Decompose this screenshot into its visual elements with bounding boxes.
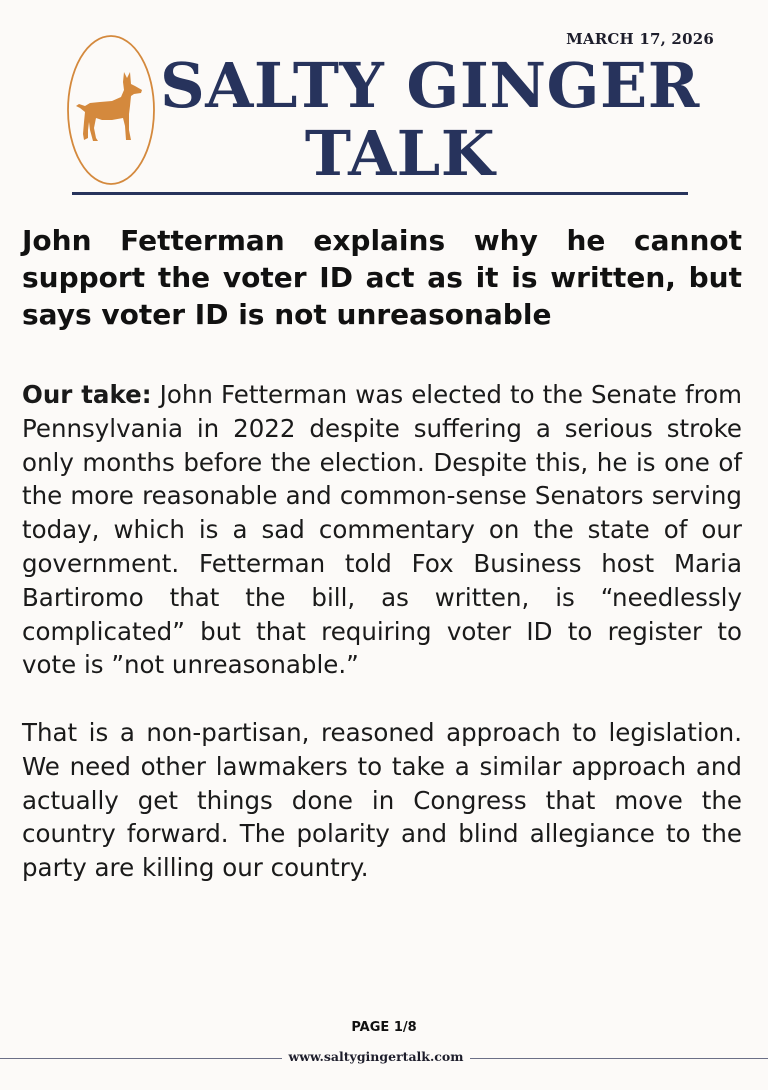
article-paragraph-1 — [22, 378, 742, 682]
paragraph-1-text: John Fetterman was elected to the Senate from Pennsylvania in 2022 despite suffering a serious stroke only months before the election. Despite this, he is one of the more reasonable and common-sense Senators serving today, which is a sad commentary on the state of our government. Fetterman told Fox Business host Maria Bartiromo that the bill, as written, is “needlessly complicated” but that requiring voter ID to register to vote is ”not unreasonable.” — [22, 380, 742, 680]
footer-divider-left — [0, 1058, 282, 1059]
masthead-line-1: SALTY GINGER — [160, 49, 700, 122]
masthead-title — [160, 49, 700, 190]
footer-divider-right — [470, 1058, 768, 1059]
our-take-label: Our take: — [22, 380, 152, 409]
website-link[interactable]: www.saltygingertalk.com — [288, 1049, 464, 1064]
dog-silhouette-icon — [76, 72, 142, 141]
article-headline: John Fetterman explains why he cannot support the voter ID act as it is written, but says voter ID is not unreasonable — [22, 224, 742, 331]
page-number: PAGE 1/8 — [351, 1020, 417, 1035]
masthead-line-2: TALK — [304, 117, 496, 190]
article-paragraph-2: That is a non-partisan, reasoned approach to legislation. We need other lawmakers to take a similar approach and actually get things done in Congress that move the country forward. The polarity and blind allegiance to the party are killing our country. — [22, 717, 742, 883]
masthead-divider — [72, 192, 688, 195]
article-body — [22, 378, 742, 885]
dog-logo-icon — [66, 34, 156, 186]
issue-date: MARCH 17, 2026 — [566, 30, 714, 48]
